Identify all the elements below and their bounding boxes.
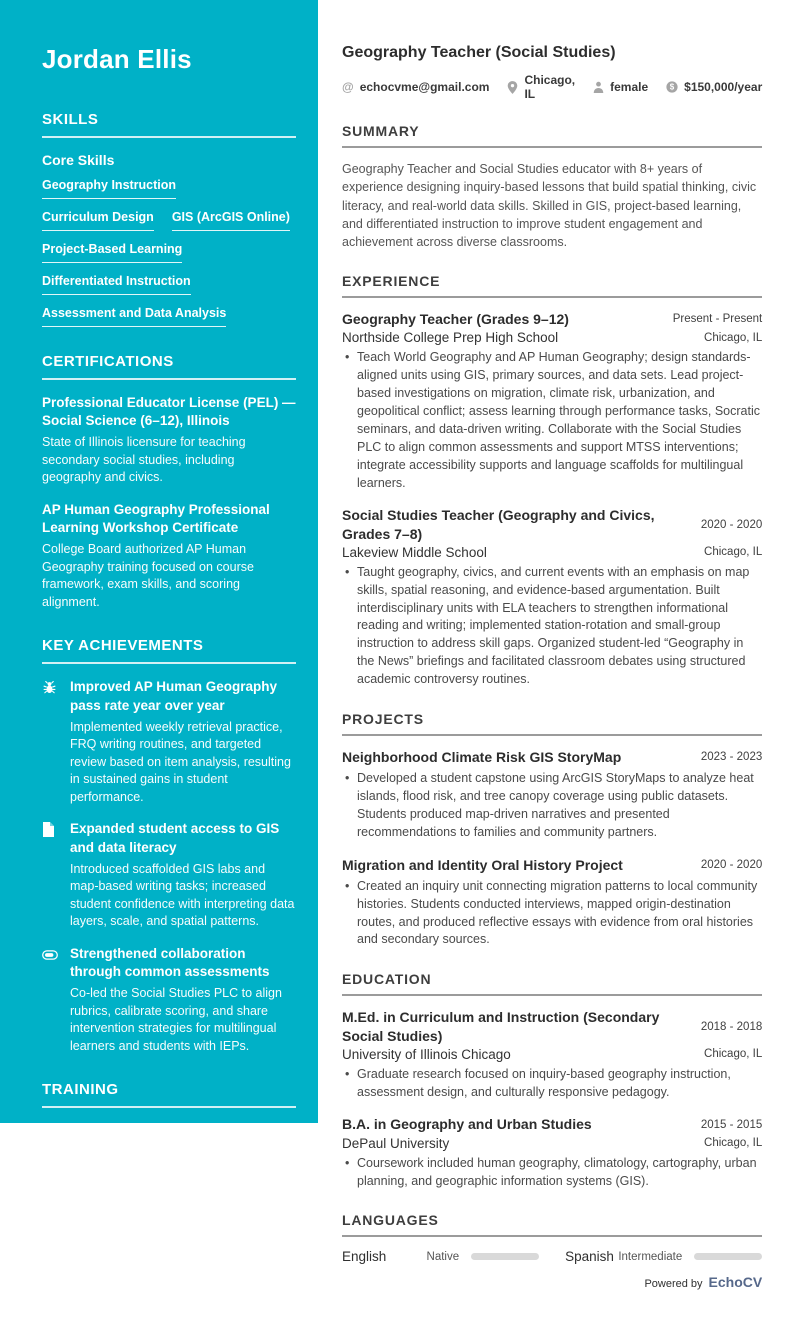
job-dates: Present - Present xyxy=(672,313,763,326)
project-title: Neighborhood Climate Risk GIS StoryMap xyxy=(342,748,622,765)
job-entry xyxy=(342,506,762,689)
experience-section xyxy=(342,273,762,689)
skill-item: Differentiated Instruction xyxy=(42,274,191,295)
project-entry xyxy=(342,748,762,842)
location-pin-icon xyxy=(507,81,518,94)
language-item xyxy=(342,1249,539,1264)
document-icon xyxy=(42,820,58,930)
achievement-description: Co-led the Social Studies PLC to align rubrics, calibrate scoring, and share intervention strategies for multilingual learners and students with IEPs. xyxy=(70,986,282,1053)
contact-gender-text: female xyxy=(610,80,649,94)
at-icon: @ xyxy=(342,80,354,94)
project-title: Migration and Identity Oral History Project xyxy=(342,856,623,873)
project-entry xyxy=(342,856,762,950)
certifications-heading: CERTIFICATIONS xyxy=(42,353,174,370)
project-dates: 2020 - 2020 xyxy=(700,858,763,871)
training-heading: TRAINING xyxy=(42,1081,119,1099)
section-divider xyxy=(42,378,296,380)
languages-section xyxy=(342,1212,762,1264)
languages-row xyxy=(342,1249,762,1264)
contact-row xyxy=(342,73,762,101)
section-divider xyxy=(42,1106,296,1108)
sidebar xyxy=(0,0,318,1319)
training-section xyxy=(42,1081,296,1321)
education-bullet: • Coursework included human geography, climatology, cartography, urban planning, and geographic information systems (GIS). xyxy=(342,1155,762,1191)
contact-salary-text: $150,000/year xyxy=(684,80,763,94)
achievement-description: Introduced scaffolded GIS labs and map-based writing tasks; increased student confidence with interpreting data layers, scale, and spatial patterns. xyxy=(70,861,295,929)
job-location: Chicago, IL xyxy=(704,546,763,559)
job-bullet: • Teach World Geography and AP Human Geography; design standards-aligned units using GIS, primary sources, and data sets. Lead project-based investigations on migration, climate risk, urbanization, and geopolitical conflict; assess learning through performance tasks, Socratic seminars, and data-driven writing. Collaborate with the Social Studies PLC to align common assessments and support MTSS interventions; integrate accessibility supports and language scaffolds for multilingual learners. xyxy=(342,349,762,492)
job-dates: 2020 - 2020 xyxy=(700,518,763,531)
language-proficiency-bar xyxy=(694,1253,762,1260)
degree-title: B.A. in Geography and Urban Studies xyxy=(342,1116,592,1133)
language-name: Spanish xyxy=(565,1249,614,1265)
education-entry xyxy=(342,1115,762,1190)
language-level: Native xyxy=(426,1250,460,1263)
section-divider xyxy=(42,136,296,138)
contact-salary xyxy=(666,80,762,94)
section-divider xyxy=(342,146,762,148)
job-title: Social Studies Teacher (Geography and Civics, Grades 7–8) xyxy=(342,507,655,542)
summary-heading: SUMMARY xyxy=(342,123,420,139)
section-divider xyxy=(342,994,762,996)
section-divider xyxy=(42,662,296,664)
project-bullet: • Developed a student capstone using ArcGIS StoryMaps to analyze heat islands, flood risk, and tree canopy coverage using public datasets. Students produced map-driven narratives and presented recommendations to families and community partners. xyxy=(342,770,762,842)
projects-section xyxy=(342,711,762,949)
job-entry xyxy=(342,310,762,492)
achievement-content xyxy=(70,945,296,1055)
language-name: English xyxy=(342,1249,387,1265)
school-name: University of Illinois Chicago xyxy=(342,1046,511,1062)
skills-heading: SKILLS xyxy=(42,111,99,128)
projects-heading: PROJECTS xyxy=(342,710,424,727)
training-title: Restorative Practices for Secondary Classrooms xyxy=(42,1229,274,1263)
echocv-brand-link[interactable]: EchoCV xyxy=(708,1274,763,1291)
person-name: Jordan Ellis xyxy=(42,44,192,74)
certification-item xyxy=(42,501,296,611)
skills-list xyxy=(42,178,296,327)
contact-email-text: echocvme@gmail.com xyxy=(359,80,490,94)
key-achievements-section xyxy=(42,637,296,1055)
section-divider xyxy=(342,296,762,298)
training-item xyxy=(42,1122,296,1215)
degree-dates: 2018 - 2018 xyxy=(700,1020,763,1033)
achievement-title: Expanded student access to GIS and data literacy xyxy=(70,821,280,855)
achievement-item xyxy=(42,678,296,806)
training-title: GIS for Educators: Mapping and Spatial Analysis in the Classroom xyxy=(42,1123,259,1157)
achievement-content xyxy=(70,820,296,930)
certification-title: AP Human Geography Professional Learning Workshop Certificate xyxy=(42,501,270,536)
project-bullet: • Created an inquiry unit connecting migration patterns to local community histories. Students conducted interviews, mapped origin-destination routes, and produced reflective essays with evidence from oral histories and secondary sources. xyxy=(342,878,762,950)
language-proficiency-bar xyxy=(471,1253,539,1260)
contact-email[interactable] xyxy=(342,80,489,94)
language-level: Intermediate xyxy=(618,1250,683,1263)
school-location: Chicago, IL xyxy=(704,1137,763,1150)
school-location: Chicago, IL xyxy=(704,1048,763,1061)
key-achievements-heading: KEY ACHIEVEMENTS xyxy=(42,637,204,655)
certification-description: State of Illinois licensure for teaching secondary social studies, including geography and civics. xyxy=(42,435,246,485)
powered-by-label: Powered by xyxy=(644,1278,703,1291)
svg-text:$: $ xyxy=(669,82,675,92)
certification-description: College Board authorized AP Human Geography training focused on course framework, exam skills, and scoring alignment. xyxy=(42,542,254,609)
degree-dates: 2015 - 2015 xyxy=(700,1118,763,1131)
achievement-description: Implemented weekly retrieval practice, FRQ writing routines, and targeted review based on item analysis, resulting in sustained gains in student performance. xyxy=(70,719,291,804)
skills-group-label: Core Skills xyxy=(42,152,115,168)
education-section xyxy=(342,971,762,1190)
training-item xyxy=(42,1228,296,1321)
contact-gender xyxy=(593,80,648,94)
job-company: Northside College Prep High School xyxy=(342,330,559,346)
footer xyxy=(342,1264,762,1290)
education-entry xyxy=(342,1008,762,1101)
skill-item: Curriculum Design xyxy=(42,210,154,231)
training-description: Hands-on training using ArcGIS Online, StoryMaps, and data layers to support inquiry-based geography instruction. xyxy=(42,1163,261,1213)
degree-title: M.Ed. in Curriculum and Instruction (Secondary Social Studies) xyxy=(342,1009,660,1044)
skills-section xyxy=(42,111,296,327)
school-name: DePaul University xyxy=(342,1135,450,1151)
achievement-title: Strengthened collaboration through common assessments xyxy=(70,945,270,979)
project-dates: 2023 - 2023 xyxy=(700,751,763,764)
skill-item: Assessment and Data Analysis xyxy=(42,306,226,327)
summary-section xyxy=(342,123,762,251)
achievement-item xyxy=(42,945,296,1055)
resume-title: Geography Teacher (Social Studies) xyxy=(342,44,616,61)
bug-icon xyxy=(42,678,58,806)
languages-heading: LANGUAGES xyxy=(342,1212,439,1229)
summary-text: Geography Teacher and Social Studies educator with 8+ years of experience designing inquiry-based lessons that build spatial thinking, civic literacy, and real-world data skills. Skilled in GIS, project-based learning, and differentiated instruction to improve student engagement and achievement across diverse classrooms. xyxy=(342,162,757,249)
section-divider xyxy=(342,1235,762,1237)
achievement-title: Improved AP Human Geography pass rate year over year xyxy=(70,679,278,713)
certification-title: Professional Educator License (PEL) — Social Science (6–12), Illinois xyxy=(42,395,296,429)
section-divider xyxy=(342,734,762,736)
person-icon xyxy=(593,81,604,93)
job-title: Geography Teacher (Grades 9–12) xyxy=(342,311,569,328)
job-bullet: • Taught geography, civics, and current events with an emphasis on map skills, spatial reasoning, and evidence-based argumentation. Built interdisciplinary units with ELA teachers to strengthen informational reading and writing; implemented station-rotation and small-group instruction to address skill gaps. Organized student-led “Geography in the News” briefings and facilitated classroom debates using structured academic controversy routines. xyxy=(342,564,762,689)
achievement-content xyxy=(70,678,296,806)
education-bullet: • Graduate research focused on inquiry-based geography instruction, assessment design, and culturally responsive pedagogy. xyxy=(342,1066,762,1102)
training-description: Training on restorative circles, relationship-centered classroom management, and conflict resolution routines. xyxy=(42,1269,280,1319)
job-company: Lakeview Middle School xyxy=(342,544,487,560)
skill-item: GIS (ArcGIS Online) xyxy=(172,210,290,231)
education-heading: EDUCATION xyxy=(342,971,432,988)
achievement-item xyxy=(42,820,296,930)
job-location: Chicago, IL xyxy=(704,331,763,344)
main-content xyxy=(318,0,806,1291)
skill-item: Project-Based Learning xyxy=(42,242,182,263)
skill-item: Geography Instruction xyxy=(42,178,176,199)
contact-location xyxy=(507,73,575,101)
battery-icon xyxy=(42,945,58,1055)
certifications-section xyxy=(42,353,296,611)
certification-item xyxy=(42,394,296,487)
language-item xyxy=(565,1249,762,1264)
experience-heading: EXPERIENCE xyxy=(342,273,441,290)
salary-icon xyxy=(666,81,678,93)
contact-location-text: Chicago, IL xyxy=(524,73,576,101)
